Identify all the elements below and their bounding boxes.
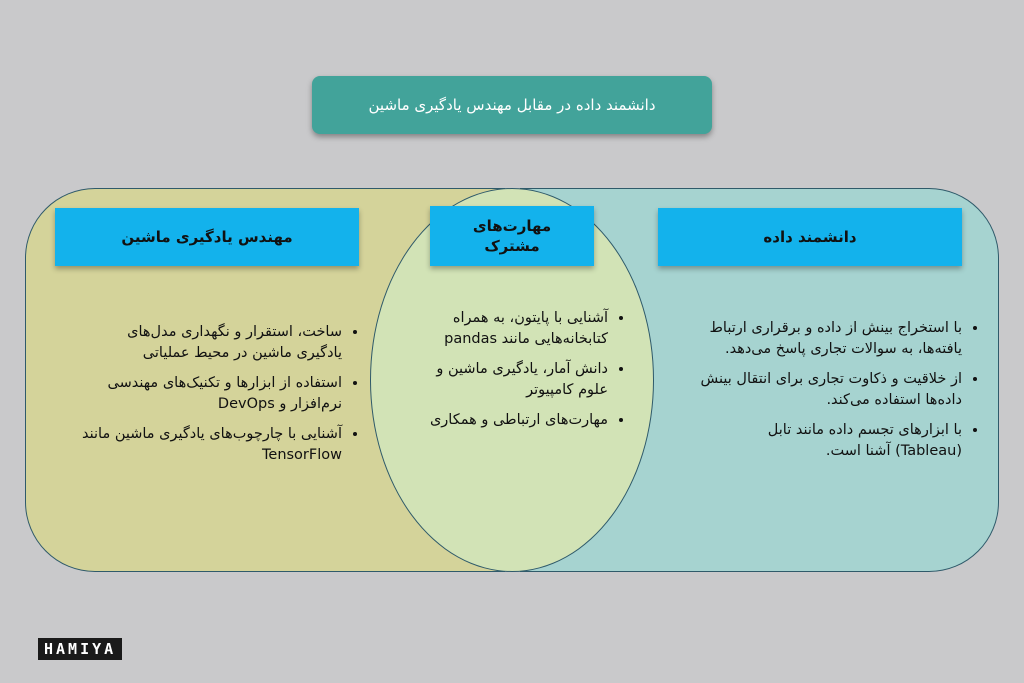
list-item: • دانش آمار، یادگیری ماشین و علوم کامپیوتر bbox=[418, 359, 608, 401]
list-item: • آشنایی با پایتون، به همراه کتابخانه‌هایی مانند pandas bbox=[418, 308, 608, 350]
shared-skills-list bbox=[418, 308, 626, 440]
list-item: • آشنایی با چارچوب‌های یادگیری ماشین مانند TensorFlow bbox=[80, 424, 342, 466]
list-item: • با استخراج بینش از داده و برقراری ارتباط یافته‌ها، به سوالات تجاری پاسخ می‌دهد. bbox=[700, 318, 962, 360]
ml-engineer-header: مهندس یادگیری ماشین bbox=[55, 208, 359, 266]
shared-skills-header-text: مهارت‌های مشترک bbox=[472, 217, 552, 255]
shared-skills-header bbox=[430, 206, 594, 266]
list-item: • استفاده از ابزارها و تکنیک‌های مهندسی نرم‌افزار و DevOps bbox=[80, 373, 342, 415]
diagram-title: دانشمند داده در مقابل مهندس یادگیری ماشین bbox=[312, 76, 712, 134]
data-scientist-header: دانشمند داده bbox=[658, 208, 962, 266]
list-item: • از خلاقیت و ذکاوت تجاری برای انتقال بینش داده‌ها استفاده می‌کند. bbox=[700, 369, 962, 411]
list-item: • ساخت، استقرار و نگهداری مدل‌های یادگیری ماشین در محیط عملیاتی bbox=[80, 322, 342, 364]
data-scientist-list bbox=[700, 318, 980, 471]
list-item: • مهارت‌های ارتباطی و همکاری bbox=[418, 410, 608, 431]
list-item: • با ابزارهای تجسم داده مانند تابل (Tableau) آشنا است. bbox=[700, 420, 962, 462]
ml-engineer-list bbox=[80, 322, 360, 475]
hamiya-logo: HAMIYA bbox=[38, 638, 122, 660]
